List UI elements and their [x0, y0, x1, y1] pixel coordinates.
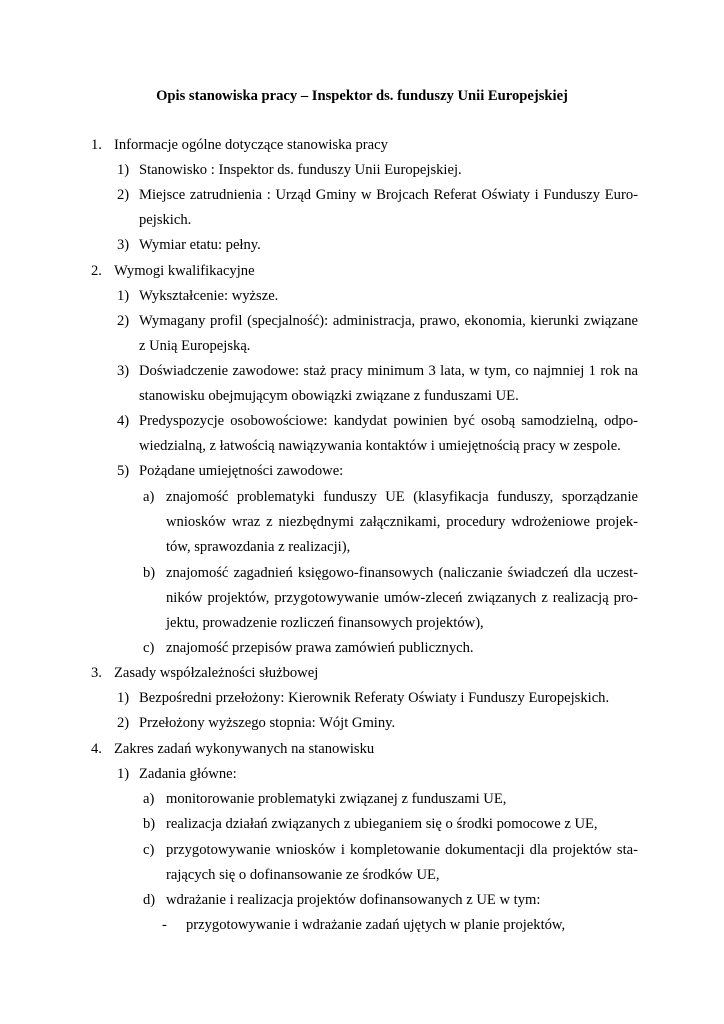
subitem-text: wdrażanie i realizacja projektów dofinansowanych z UE w tym: [166, 892, 541, 908]
item-text: Wykształcenie: wyższe. [139, 288, 279, 304]
bullet-text: przygotowywanie i wdrażanie zadań ujętych w planie projektów, [186, 917, 566, 933]
item-text: Bezpośredni przełożony: Kierownik Referaty Oświaty i Funduszy Europejskich. [139, 690, 610, 706]
item-number: 4) [117, 413, 130, 429]
item-number: 3) [117, 237, 130, 253]
item-text-continuation: z Unią Europejską. [139, 338, 251, 354]
item-text: Wymagany profil (specjalność): administracja, prawo, ekonomia, kierunki związane [139, 313, 638, 329]
subitem-text: przygotowywanie wniosków i kompletowanie dokumentacji dla projektów sta- [166, 842, 638, 858]
subitem-letter: a) [143, 791, 155, 807]
section-heading: Zakres zadań wykonywanych na stanowisku [114, 741, 375, 757]
subitem-text: monitorowanie problematyki związanej z funduszami UE, [166, 791, 507, 807]
subitem-letter: c) [143, 842, 155, 858]
subitem-letter: c) [143, 640, 155, 656]
item-number: 2) [117, 715, 130, 731]
subitem-text-continuation: jektu, prowadzenie rozliczeń finansowych projektów), [166, 615, 484, 631]
item-text: Pożądane umiejętności zawodowe: [139, 463, 344, 479]
item-text: Przełożony wyższego stopnia: Wójt Gminy. [139, 715, 396, 731]
page-title: Opis stanowiska pracy – Inspektor ds. funduszy Unii Europejskiej [156, 88, 568, 104]
item-number: 3) [117, 363, 130, 379]
section-heading: Zasady współzależności służbowej [114, 665, 319, 681]
section-heading: Wymogi kwalifikacyjne [114, 263, 255, 279]
item-number: 1) [117, 288, 130, 304]
subitem-text: znajomość przepisów prawa zamówień publicznych. [166, 640, 474, 656]
item-number: 1) [117, 690, 130, 706]
subitem-letter: b) [143, 565, 156, 581]
subitem-text-continuation: rających się o dofinansowanie ze środków UE, [166, 867, 440, 883]
section-number: 3. [91, 665, 102, 681]
subitem-text-continuation: ników projektów, przygotowywanie umów-zleceń związanych z realizacją pro- [166, 590, 638, 606]
item-number: 2) [117, 313, 130, 329]
item-text-continuation: stanowisku obejmującym obowiązki związane z funduszami UE. [139, 388, 519, 404]
item-text-continuation: pejskich. [139, 212, 192, 228]
item-number: 2) [117, 187, 130, 203]
subitem-letter: a) [143, 489, 155, 505]
subitem-text: znajomość problematyki funduszy UE (klasyfikacja funduszy, sporządzanie [166, 489, 638, 505]
item-text: Zadania główne: [139, 766, 237, 782]
subitem-letter: d) [143, 892, 156, 908]
item-number: 1) [117, 162, 130, 178]
section-number: 1. [91, 137, 102, 153]
item-text: Miejsce zatrudnienia : Urząd Gminy w Brojcach Referat Oświaty i Funduszy Euro- [139, 187, 638, 203]
item-number: 1) [117, 766, 130, 782]
section-heading: Informacje ogólne dotyczące stanowiska pracy [114, 137, 388, 153]
item-text: Doświadczenie zawodowe: staż pracy minimum 3 lata, w tym, co najmniej 1 rok na [139, 363, 638, 379]
item-text-continuation: wiedzialną, z łatwością nawiązywania kontaktów i umiejętnością pracy w zespole. [139, 438, 621, 454]
item-text: Predyspozycje osobowościowe: kandydat powinien być osobą samodzielną, odpo- [139, 413, 638, 429]
section-number: 4. [91, 741, 102, 757]
subitem-text-continuation: wniosków wraz z niezbędnymi załącznikami, procedury wdrożeniowe projek- [166, 514, 638, 530]
subitem-text: realizacja działań związanych z ubieganiem się o środki pomocowe z UE, [166, 816, 598, 832]
subitem-text: znajomość zagadnień księgowo-finansowych (naliczanie świadczeń dla uczest- [166, 565, 638, 581]
item-text: Wymiar etatu: pełny. [139, 237, 261, 253]
subitem-text-continuation: tów, sprawozdania z realizacji), [166, 539, 351, 555]
subitem-letter: b) [143, 816, 156, 832]
item-text: Stanowisko : Inspektor ds. funduszy Unii Europejskiej. [139, 162, 462, 178]
section-number: 2. [91, 263, 102, 279]
item-number: 5) [117, 463, 130, 479]
bullet-dash: - [162, 917, 167, 933]
